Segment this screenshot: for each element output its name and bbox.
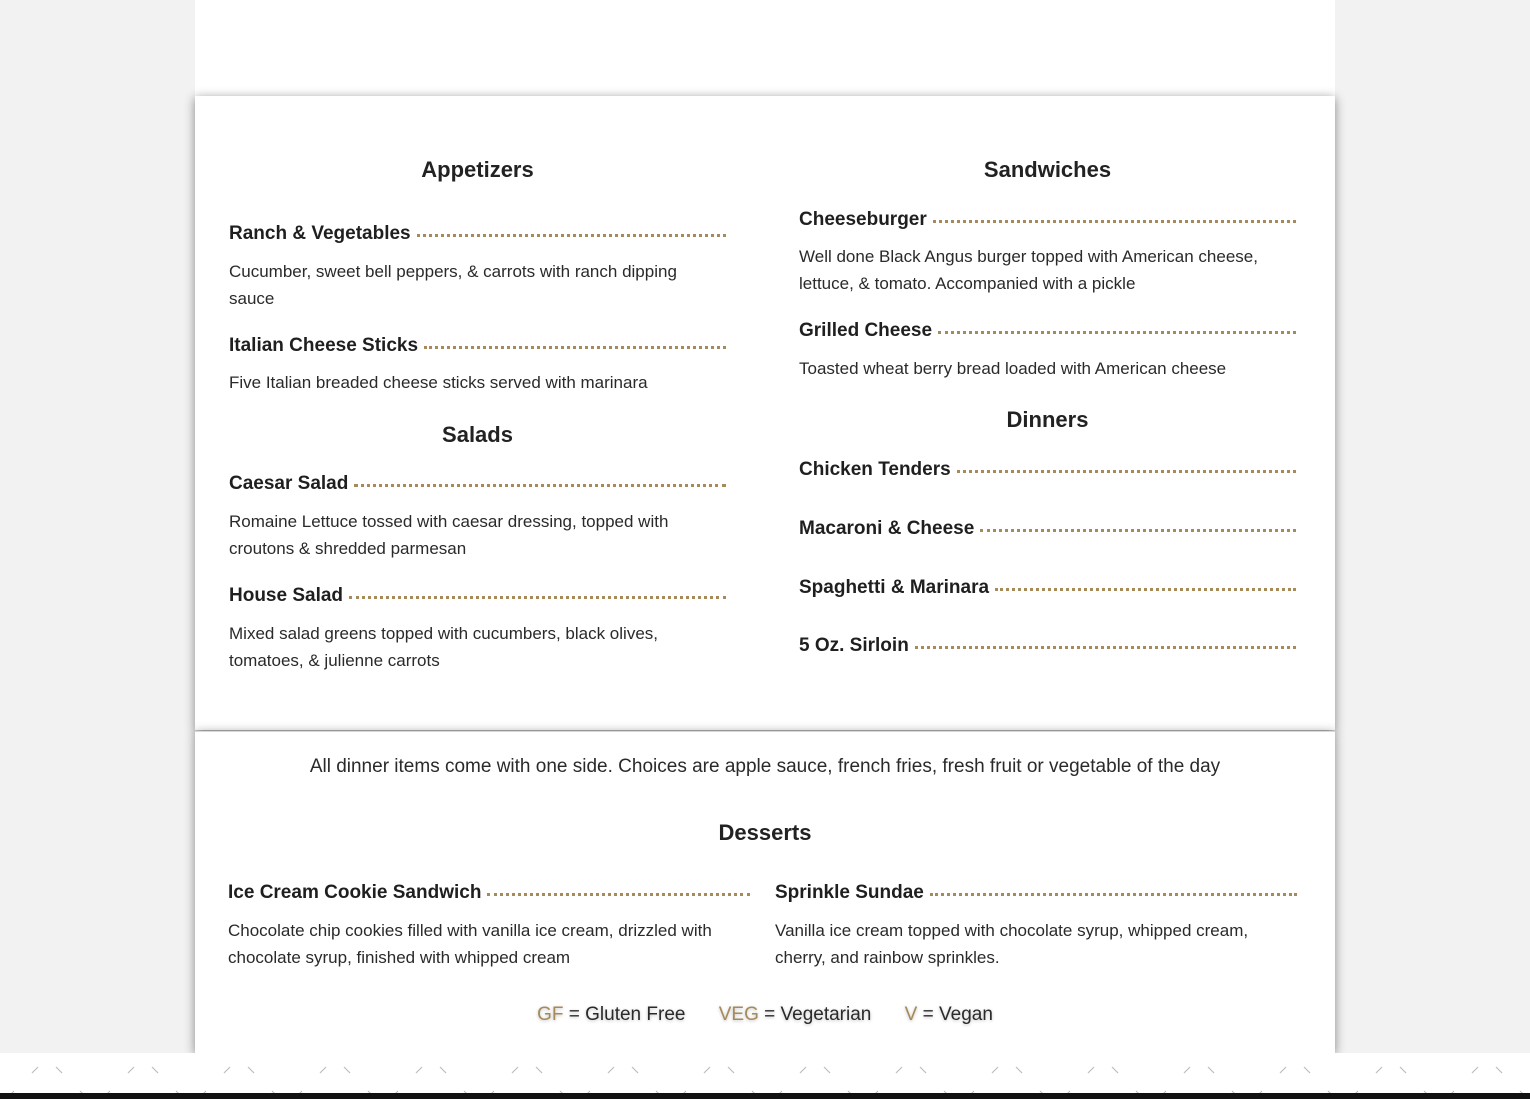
item-description: Toasted wheat berry bread loaded with American cheese	[799, 359, 1227, 378]
item-name: Ranch & Vegetables	[229, 223, 411, 244]
left-column	[229, 0, 726, 730]
menu-item-sirloin	[799, 634, 1296, 658]
item-description: Cucumber, sweet bell peppers, & carrots with ranch dipping sauce	[229, 262, 677, 308]
item-name: Sprinkle Sundae	[775, 882, 924, 903]
dessert-head	[228, 881, 750, 905]
footer-pattern-band	[0, 1053, 1530, 1099]
menu-item-macaroni-cheese	[799, 517, 1296, 541]
dietary-legend	[195, 1003, 1335, 1027]
legend-meaning: = Vegetarian	[764, 1004, 872, 1025]
dotted-leader	[354, 484, 726, 487]
dotted-leader	[938, 331, 1296, 334]
item-description: Mixed salad greens topped with cucumbers, black olives, tomatoes, & julienne carrots	[229, 624, 658, 670]
dotted-leader	[915, 646, 1296, 649]
menu-item-ranch-vegetables	[229, 222, 726, 246]
sides-note: All dinner items come with one side. Choices are apple sauce, french fries, fresh fruit or vegetable of the day	[309, 756, 1221, 777]
legend-meaning: = Vegan	[922, 1004, 993, 1025]
dessert-head	[775, 881, 1297, 905]
dessert-ice-cream-cookie-sandwich	[228, 881, 750, 981]
item-name: Chicken Tenders	[799, 459, 951, 480]
dotted-leader	[957, 470, 1296, 473]
dessert-sprinkle-sundae	[775, 881, 1297, 981]
menu-item-caesar-salad	[229, 472, 726, 496]
item-description: Five Italian breaded cheese sticks served with marinara	[229, 373, 648, 392]
item-name: Cheeseburger	[799, 209, 927, 230]
legend-meaning: = Gluten Free	[568, 1004, 686, 1025]
menu-item-italian-cheese-sticks	[229, 334, 726, 358]
footer-bar	[0, 1093, 1530, 1099]
section-title-appetizers: Appetizers	[421, 157, 534, 182]
dotted-leader	[930, 893, 1297, 896]
menu-item-house-salad	[229, 584, 726, 608]
section-title-sandwiches: Sandwiches	[983, 157, 1112, 182]
item-name: Grilled Cheese	[799, 320, 933, 341]
item-name: Caesar Salad	[229, 473, 349, 494]
item-description: Well done Black Angus burger topped with American cheese, lettuce, & tomato. Accompanied with a pickle	[799, 247, 1258, 293]
dotted-leader	[933, 220, 1296, 223]
section-title-dinners: Dinners	[1006, 407, 1089, 432]
item-name: Ice Cream Cookie Sandwich	[228, 882, 482, 903]
section-title-salads: Salads	[442, 422, 513, 447]
right-column	[799, 0, 1296, 730]
legend-abbr: VEG	[718, 1004, 759, 1025]
legend-abbr: GF	[537, 1004, 564, 1025]
legend-abbr: V	[904, 1004, 918, 1025]
dotted-leader	[349, 596, 726, 599]
dotted-leader	[417, 234, 726, 237]
dotted-leader	[487, 893, 750, 896]
legend-vegan	[905, 1004, 993, 1025]
item-description: Vanilla ice cream topped with chocolate syrup, whipped cream, cherry, and rainbow sprinkles.	[775, 921, 1249, 967]
dotted-leader	[980, 529, 1296, 532]
item-description: Chocolate chip cookies filled with vanilla ice cream, drizzled with chocolate syrup, finished with whipped cream	[228, 921, 712, 967]
item-name: Spaghetti & Marinara	[799, 577, 990, 598]
dotted-leader	[995, 588, 1296, 591]
menu-item-spaghetti-marinara	[799, 576, 1296, 600]
item-name: House Salad	[229, 585, 344, 606]
menu-item-chicken-tenders	[799, 458, 1296, 482]
dotted-leader	[424, 346, 726, 349]
legend-vegetarian	[719, 1004, 872, 1025]
item-description: Romaine Lettuce tossed with caesar dressing, topped with croutons & shredded parmesan	[229, 512, 669, 558]
menu-item-cheeseburger	[799, 208, 1296, 232]
item-name: Italian Cheese Sticks	[229, 335, 419, 356]
item-name: 5 Oz. Sirloin	[799, 635, 909, 656]
menu-item-grilled-cheese	[799, 319, 1296, 343]
legend-gluten-free	[537, 1004, 685, 1025]
item-name: Macaroni & Cheese	[799, 518, 975, 539]
section-title-desserts: Desserts	[718, 820, 812, 845]
